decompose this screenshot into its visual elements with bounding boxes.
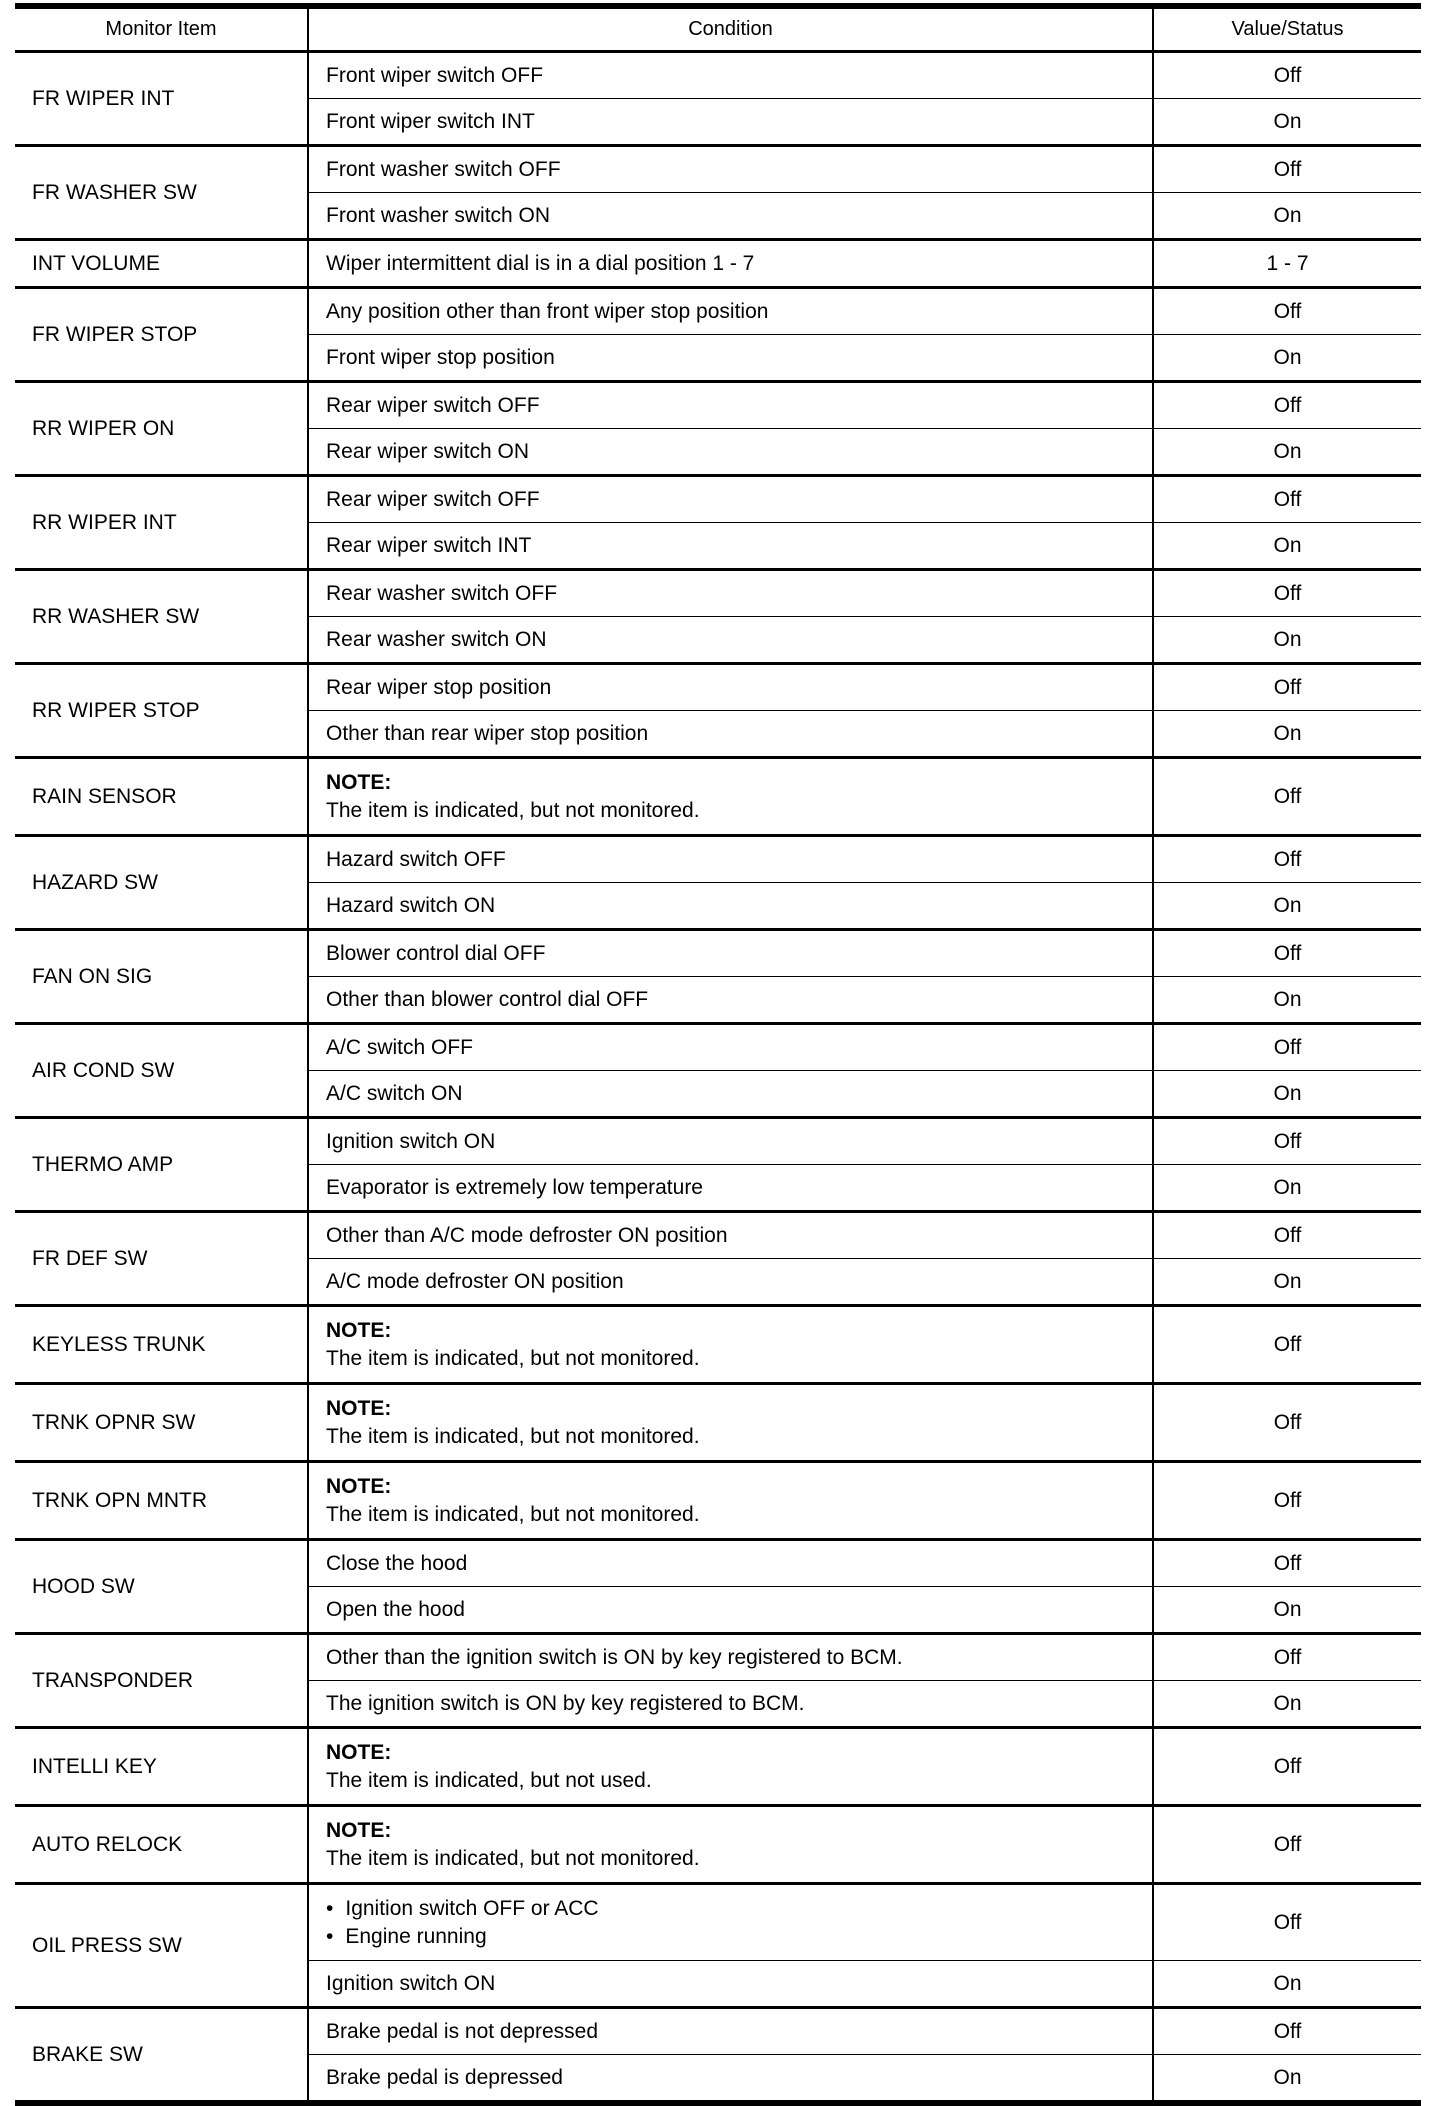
- condition-cell: [308, 1540, 1153, 1587]
- value-status-cell: On: [1153, 977, 1421, 1024]
- note-text: The item is indicated, but not used.: [326, 1768, 652, 1792]
- table-row: [15, 2008, 1421, 2055]
- value-status-cell: On: [1153, 1681, 1421, 1728]
- monitor-item-cell: INT VOLUME: [15, 240, 308, 288]
- monitor-item-cell: KEYLESS TRUNK: [15, 1306, 308, 1384]
- table-row: [15, 1462, 1421, 1540]
- monitor-item-cell: RR WIPER INT: [15, 476, 308, 570]
- monitor-item-cell: FR DEF SW: [15, 1212, 308, 1306]
- condition-text: Front wiper switch OFF: [326, 63, 544, 87]
- condition-text: Rear wiper switch OFF: [326, 487, 540, 511]
- table-row: [15, 288, 1421, 335]
- note-label: NOTE:: [326, 1474, 392, 1498]
- monitor-item-cell: RR WASHER SW: [15, 570, 308, 664]
- table-row: [15, 1118, 1421, 1165]
- table-row: [15, 1384, 1421, 1462]
- condition-cell: [308, 1118, 1153, 1165]
- condition-text: Front washer switch OFF: [326, 157, 561, 181]
- value-status-cell: On: [1153, 1165, 1421, 1212]
- monitor-item-cell: HAZARD SW: [15, 836, 308, 930]
- condition-text: Hazard switch OFF: [326, 847, 506, 871]
- condition-text: Hazard switch ON: [326, 893, 496, 917]
- monitor-item-cell: RR WIPER STOP: [15, 664, 308, 758]
- condition-cell: [308, 1806, 1153, 1884]
- condition-cell: [308, 758, 1153, 836]
- table-row: [15, 382, 1421, 429]
- condition-cell: [308, 883, 1153, 930]
- header-monitor-item: Monitor Item: [15, 6, 308, 52]
- monitor-item-cell: FAN ON SIG: [15, 930, 308, 1024]
- value-status-cell: Off: [1153, 570, 1421, 617]
- condition-cell: [308, 1384, 1153, 1462]
- note-label: NOTE:: [326, 1740, 392, 1764]
- table-row: [15, 1024, 1421, 1071]
- condition-text: Rear wiper stop position: [326, 675, 552, 699]
- condition-text: Front wiper stop position: [326, 345, 555, 369]
- condition-cell: [308, 1306, 1153, 1384]
- table-row: [15, 1884, 1421, 1961]
- value-status-cell: On: [1153, 99, 1421, 146]
- value-status-cell: On: [1153, 1259, 1421, 1306]
- condition-text: Rear wiper switch ON: [326, 439, 530, 463]
- value-status-cell: On: [1153, 883, 1421, 930]
- condition-text: Any position other than front wiper stop position: [326, 299, 769, 323]
- header-condition: Condition: [308, 6, 1153, 52]
- condition-cell: [308, 1884, 1153, 1961]
- value-status-cell: On: [1153, 523, 1421, 570]
- table-row: [15, 240, 1421, 288]
- condition-text: The ignition switch is ON by key registered to BCM.: [326, 1691, 805, 1715]
- monitor-item-cell: FR WIPER INT: [15, 52, 308, 146]
- condition-text: Evaporator is extremely low temperature: [326, 1175, 703, 1199]
- condition-text: Ignition switch ON: [326, 1129, 496, 1153]
- condition-text: Rear wiper switch INT: [326, 533, 532, 557]
- condition-text: A/C switch OFF: [326, 1035, 474, 1059]
- table-row: [15, 476, 1421, 523]
- condition-text: Rear washer switch OFF: [326, 581, 558, 605]
- note-text: The item is indicated, but not monitored.: [326, 1846, 700, 1870]
- value-status-cell: Off: [1153, 836, 1421, 883]
- condition-cell: [308, 1165, 1153, 1212]
- value-status-cell: Off: [1153, 52, 1421, 99]
- value-status-cell: Off: [1153, 1728, 1421, 1806]
- condition-cell: [308, 1071, 1153, 1118]
- condition-text: Ignition switch ON: [326, 1971, 496, 1995]
- value-status-cell: Off: [1153, 1634, 1421, 1681]
- table-row: [15, 52, 1421, 99]
- table-row: [15, 146, 1421, 193]
- monitor-item-cell: FR WASHER SW: [15, 146, 308, 240]
- note-text: The item is indicated, but not monitored.: [326, 1502, 700, 1526]
- value-status-cell: Off: [1153, 146, 1421, 193]
- bullet-item: • Ignition switch OFF or ACC: [326, 1895, 1152, 1923]
- value-status-cell: On: [1153, 2055, 1421, 2104]
- value-status-cell: Off: [1153, 2008, 1421, 2055]
- condition-text: Blower control dial OFF: [326, 941, 546, 965]
- condition-text: Rear wiper switch OFF: [326, 393, 540, 417]
- monitor-item-cell: INTELLI KEY: [15, 1728, 308, 1806]
- monitor-item-cell: TRNK OPN MNTR: [15, 1462, 308, 1540]
- condition-cell: [308, 429, 1153, 476]
- condition-cell: [308, 930, 1153, 977]
- value-status-cell: On: [1153, 1071, 1421, 1118]
- condition-text: Other than A/C mode defroster ON position: [326, 1223, 728, 1247]
- condition-cell: [308, 523, 1153, 570]
- condition-text: A/C mode defroster ON position: [326, 1269, 624, 1293]
- condition-cell: [308, 977, 1153, 1024]
- table-row: [15, 570, 1421, 617]
- table-row: [15, 1212, 1421, 1259]
- condition-cell: [308, 1462, 1153, 1540]
- value-status-cell: Off: [1153, 1306, 1421, 1384]
- note-label: NOTE:: [326, 1818, 392, 1842]
- condition-cell: [308, 335, 1153, 382]
- condition-cell: [308, 288, 1153, 335]
- condition-cell: [308, 1961, 1153, 2008]
- condition-text: Front wiper switch INT: [326, 109, 535, 133]
- condition-text: Rear washer switch ON: [326, 627, 547, 651]
- condition-cell: [308, 1024, 1153, 1071]
- monitor-item-cell: AIR COND SW: [15, 1024, 308, 1118]
- value-status-cell: Off: [1153, 476, 1421, 523]
- monitor-item-cell: FR WIPER STOP: [15, 288, 308, 382]
- monitor-item-cell: TRNK OPNR SW: [15, 1384, 308, 1462]
- note-text: The item is indicated, but not monitored.: [326, 798, 700, 822]
- value-status-cell: Off: [1153, 1212, 1421, 1259]
- value-status-cell: Off: [1153, 758, 1421, 836]
- table-row: [15, 1306, 1421, 1384]
- monitor-item-cell: OIL PRESS SW: [15, 1884, 308, 2008]
- value-status-cell: Off: [1153, 930, 1421, 977]
- monitor-item-cell: HOOD SW: [15, 1540, 308, 1634]
- table-row: [15, 1540, 1421, 1587]
- condition-cell: [308, 1634, 1153, 1681]
- value-status-cell: Off: [1153, 288, 1421, 335]
- value-status-cell: On: [1153, 1961, 1421, 2008]
- table-row: [15, 664, 1421, 711]
- condition-text: Brake pedal is depressed: [326, 2065, 563, 2089]
- table-body: [15, 52, 1421, 2104]
- value-status-cell: Off: [1153, 1884, 1421, 1961]
- condition-cell: [308, 52, 1153, 99]
- value-status-cell: On: [1153, 1587, 1421, 1634]
- value-status-cell: Off: [1153, 664, 1421, 711]
- condition-cell: [308, 240, 1153, 288]
- condition-cell: [308, 617, 1153, 664]
- value-status-cell: Off: [1153, 1384, 1421, 1462]
- value-status-cell: 1 - 7: [1153, 240, 1421, 288]
- condition-text: A/C switch ON: [326, 1081, 463, 1105]
- header-value-status: Value/Status: [1153, 6, 1421, 52]
- monitor-item-table: [15, 3, 1421, 2106]
- condition-text: Open the hood: [326, 1597, 465, 1621]
- condition-cell: [308, 99, 1153, 146]
- condition-cell: [308, 2055, 1153, 2104]
- note-text: The item is indicated, but not monitored.: [326, 1346, 700, 1370]
- value-status-cell: On: [1153, 617, 1421, 664]
- monitor-item-cell: BRAKE SW: [15, 2008, 308, 2104]
- condition-cell: [308, 664, 1153, 711]
- monitor-item-cell: AUTO RELOCK: [15, 1806, 308, 1884]
- monitor-item-cell: THERMO AMP: [15, 1118, 308, 1212]
- condition-text: Front washer switch ON: [326, 203, 551, 227]
- condition-text: Brake pedal is not depressed: [326, 2019, 599, 2043]
- table-row: [15, 930, 1421, 977]
- value-status-cell: On: [1153, 335, 1421, 382]
- table-row: [15, 1806, 1421, 1884]
- header-row: [15, 6, 1421, 52]
- condition-cell: [308, 1212, 1153, 1259]
- condition-cell: [308, 476, 1153, 523]
- table-row: [15, 758, 1421, 836]
- note-label: NOTE:: [326, 1396, 392, 1420]
- value-status-cell: Off: [1153, 1024, 1421, 1071]
- value-status-cell: On: [1153, 193, 1421, 240]
- bullet-item: • Engine running: [326, 1923, 1152, 1951]
- table-row: [15, 836, 1421, 883]
- monitor-item-cell: RR WIPER ON: [15, 382, 308, 476]
- monitor-item-cell: RAIN SENSOR: [15, 758, 308, 836]
- note-label: NOTE:: [326, 1318, 392, 1342]
- value-status-cell: Off: [1153, 382, 1421, 429]
- condition-cell: [308, 711, 1153, 758]
- monitor-item-cell: TRANSPONDER: [15, 1634, 308, 1728]
- condition-cell: [308, 836, 1153, 883]
- condition-cell: [308, 1259, 1153, 1306]
- condition-cell: [308, 1587, 1153, 1634]
- condition-cell: [308, 1728, 1153, 1806]
- condition-cell: [308, 193, 1153, 240]
- table-row: [15, 1634, 1421, 1681]
- condition-text: Other than rear wiper stop position: [326, 721, 649, 745]
- table-row: [15, 1728, 1421, 1806]
- value-status-cell: On: [1153, 711, 1421, 758]
- condition-text: Other than the ignition switch is ON by key registered to BCM.: [326, 1645, 903, 1669]
- condition-cell: [308, 382, 1153, 429]
- note-label: NOTE:: [326, 770, 392, 794]
- value-status-cell: Off: [1153, 1806, 1421, 1884]
- value-status-cell: Off: [1153, 1118, 1421, 1165]
- note-text: The item is indicated, but not monitored.: [326, 1424, 700, 1448]
- condition-text: Other than blower control dial OFF: [326, 987, 649, 1011]
- value-status-cell: Off: [1153, 1462, 1421, 1540]
- condition-cell: [308, 146, 1153, 193]
- condition-cell: [308, 1681, 1153, 1728]
- condition-cell: [308, 2008, 1153, 2055]
- value-status-cell: On: [1153, 429, 1421, 476]
- condition-cell: [308, 570, 1153, 617]
- value-status-cell: Off: [1153, 1540, 1421, 1587]
- condition-text: Wiper intermittent dial is in a dial position 1 - 7: [326, 251, 755, 275]
- condition-text: Close the hood: [326, 1551, 468, 1575]
